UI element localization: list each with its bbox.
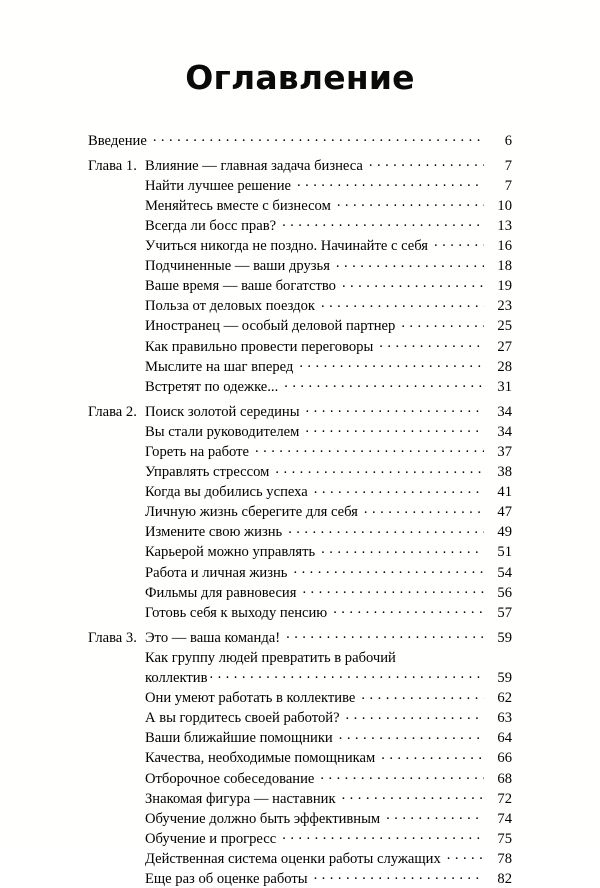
- chapter-label: Глава 1.: [88, 157, 137, 174]
- toc-frontmatter-title: Введение: [88, 132, 147, 149]
- toc-entry-row[interactable]: [88, 748, 512, 768]
- page-number: 38: [497, 464, 512, 481]
- leader-dots: [302, 582, 484, 597]
- leader-dots: [337, 195, 484, 210]
- toc-entry-row[interactable]: [88, 562, 512, 582]
- toc-entry-title: Как правильно провести переговоры: [145, 338, 374, 355]
- toc-entry-title: Знакомая фигура — наставник: [145, 790, 336, 807]
- toc-entry-row[interactable]: [88, 868, 512, 888]
- leader-dots: [282, 215, 484, 230]
- toc-entry-title: Ваше время — ваше богатство: [145, 278, 336, 295]
- page-number: 72: [497, 790, 512, 807]
- toc-entry-row[interactable]: [88, 647, 512, 667]
- page-number: 10: [497, 197, 512, 214]
- page-number: 28: [497, 358, 512, 375]
- leader-dots: [314, 868, 484, 883]
- page-number: 82: [497, 870, 512, 887]
- toc-entry-title: Обучение и прогресс: [145, 830, 277, 847]
- leader-dots: [282, 828, 484, 843]
- leader-dots: [299, 356, 484, 371]
- toc-entry-row[interactable]: [88, 462, 512, 482]
- toc-entry-title: Личную жизнь сберегите для себя: [145, 504, 358, 521]
- toc-entry-row[interactable]: [88, 542, 512, 562]
- leader-dots: [153, 130, 484, 145]
- leader-dots: [339, 728, 484, 743]
- toc-entry-title: Польза от деловых поездок: [145, 298, 315, 315]
- toc-entry-row[interactable]: [88, 235, 512, 255]
- leader-dots: [275, 462, 484, 477]
- page-number: 64: [497, 730, 512, 747]
- toc-entry-title: А вы гордитесь своей работой?: [145, 710, 340, 727]
- page-number: 18: [497, 258, 512, 275]
- leader-dots: [386, 808, 484, 823]
- page-number: 59: [497, 670, 512, 687]
- toc-entry-title: Они умеют работать в коллективе: [145, 690, 356, 707]
- toc-entry-row[interactable]: [88, 768, 512, 788]
- toc-entry-row[interactable]: [88, 195, 512, 215]
- table-of-contents: [88, 130, 512, 888]
- toc-entry-row[interactable]: [88, 276, 512, 296]
- page-number: 31: [497, 378, 512, 395]
- page-number: 34: [497, 423, 512, 440]
- page-title: Оглавление: [185, 58, 415, 97]
- toc-entry-row[interactable]: [88, 502, 512, 522]
- leader-dots: [306, 401, 484, 416]
- page-number: 57: [497, 604, 512, 621]
- toc-entry-title: Как группу людей превратить в рабочий: [145, 649, 396, 666]
- leader-dots: [346, 708, 484, 723]
- toc-chapter-title: Это — ваша команда!: [145, 629, 281, 646]
- toc-entry-row[interactable]: [88, 602, 512, 622]
- toc-entry-title: Вы стали руководителем: [145, 423, 300, 440]
- page-number: 62: [497, 690, 512, 707]
- toc-entry-row[interactable]: [88, 376, 512, 396]
- toc-entry-row[interactable]: [88, 482, 512, 502]
- toc-entry-title: Мыслите на шаг вперед: [145, 358, 294, 375]
- leader-dots: [321, 542, 484, 557]
- toc-entry-title: Ваши ближайшие помощники: [145, 730, 333, 747]
- page-number: 75: [497, 830, 512, 847]
- page-number: 23: [497, 298, 512, 315]
- toc-entry-title-continued: коллектив: [145, 670, 208, 687]
- toc-entry-title: Меняйтесь вместе с бизнесом: [145, 197, 331, 214]
- toc-entry-title: Всегда ли босс прав?: [145, 217, 277, 234]
- toc-entry-title: Еще раз об оценке работы: [145, 870, 308, 887]
- toc-chapter-title: Поиск золотой середины: [145, 403, 300, 420]
- toc-frontmatter-row[interactable]: [88, 130, 512, 150]
- toc-entry-title: Найти лучшее решение: [145, 177, 292, 194]
- leader-dots: [320, 768, 484, 783]
- toc-entry-row[interactable]: [88, 582, 512, 602]
- leader-dots: [284, 376, 484, 391]
- leader-dots: [255, 441, 484, 456]
- page-number: 49: [497, 524, 512, 541]
- leader-dots: [209, 667, 484, 682]
- page-number: 56: [497, 584, 512, 601]
- page-number: 27: [497, 338, 512, 355]
- toc-entry-title: Качества, необходимые помощникам: [145, 750, 376, 767]
- leader-dots: [447, 848, 484, 863]
- toc-entry-title: Готовь себя к выходу пенсию: [145, 604, 328, 621]
- toc-entry-title: Измените свою жизнь: [145, 524, 283, 541]
- toc-entry-row[interactable]: [88, 336, 512, 356]
- toc-entry-title: Встретят по одежке...: [145, 378, 279, 395]
- leader-dots: [369, 155, 484, 170]
- toc-chapter-row[interactable]: [88, 155, 512, 175]
- page-number: 6: [504, 132, 512, 149]
- toc-entry-title: Работа и личная жизнь: [145, 564, 288, 581]
- toc-entry-title: Отборочное собеседование: [145, 770, 315, 787]
- leader-dots: [297, 175, 484, 190]
- toc-chapter-title: Влияние — главная задача бизнеса: [145, 157, 363, 174]
- page-number: 68: [497, 770, 512, 787]
- toc-chapter-row[interactable]: [88, 401, 512, 421]
- page-number: 7: [504, 177, 512, 194]
- toc-entry-title: Когда вы добились успеха: [145, 484, 308, 501]
- chapter-label: Глава 3.: [88, 629, 137, 646]
- leader-dots: [342, 276, 484, 291]
- toc-entry-title: Фильмы для равновесия: [145, 584, 297, 601]
- toc-entry-row[interactable]: [88, 788, 512, 808]
- leader-dots: [401, 316, 484, 331]
- toc-entry-row[interactable]: [88, 828, 512, 848]
- toc-entry-row[interactable]: [88, 848, 512, 868]
- toc-entry-title: Подчиненные — ваши друзья: [145, 258, 330, 275]
- leader-dots: [336, 256, 484, 271]
- leader-dots: [305, 421, 484, 436]
- toc-entry-row-continued[interactable]: [88, 667, 512, 687]
- leader-dots: [333, 602, 484, 617]
- toc-entry-row[interactable]: [88, 175, 512, 195]
- toc-entry-title: Действенная система оценки работы служащих: [145, 850, 441, 867]
- toc-entry-title: Иностранец — особый деловой партнер: [145, 318, 396, 335]
- toc-entry-row[interactable]: [88, 215, 512, 235]
- leader-dots: [434, 235, 484, 250]
- page-number: 7: [504, 157, 512, 174]
- page-number: 16: [497, 238, 512, 255]
- page-number: 51: [497, 544, 512, 561]
- page-number: 63: [497, 710, 512, 727]
- page-number: 37: [497, 444, 512, 460]
- leader-dots: [286, 627, 484, 642]
- toc-entry-title: Управлять стрессом: [145, 464, 270, 481]
- toc-entry-title: Карьерой можно управлять: [145, 544, 316, 561]
- toc-entry-row[interactable]: [88, 356, 512, 376]
- page-number: 59: [497, 629, 512, 646]
- page-number: 41: [497, 484, 512, 501]
- page-number: 54: [497, 564, 512, 581]
- leader-dots: [402, 647, 484, 662]
- page-number: 47: [497, 504, 512, 521]
- chapter-label: Глава 2.: [88, 403, 137, 420]
- leader-dots: [321, 296, 484, 311]
- toc-entry-row[interactable]: [88, 688, 512, 708]
- page-number: 66: [497, 750, 512, 767]
- page-number: 19: [497, 278, 512, 295]
- toc-entry-row[interactable]: [88, 256, 512, 276]
- page-number: 34: [497, 403, 512, 420]
- page-number: 25: [497, 318, 512, 335]
- leader-dots: [364, 502, 484, 517]
- toc-entry-row[interactable]: [88, 441, 512, 461]
- toc-chapter-row[interactable]: [88, 627, 512, 647]
- leader-dots: [293, 562, 484, 577]
- leader-dots: [361, 688, 484, 703]
- leader-dots: [288, 522, 484, 537]
- toc-entry-row[interactable]: [88, 708, 512, 728]
- leader-dots: [342, 788, 484, 803]
- toc-entry-title: Гореть на работе: [145, 444, 250, 460]
- toc-entry-row[interactable]: [88, 296, 512, 316]
- toc-entry-row[interactable]: [88, 316, 512, 336]
- leader-dots: [379, 336, 484, 351]
- leader-dots: [381, 748, 484, 763]
- page-number: 74: [497, 810, 512, 827]
- toc-entry-row[interactable]: [88, 421, 512, 441]
- page-number: 13: [497, 217, 512, 234]
- leader-dots: [314, 482, 484, 497]
- toc-entry-title: Обучение должно быть эффективным: [145, 810, 381, 827]
- toc-entry-title: Учиться никогда не поздно. Начинайте с себя: [145, 238, 429, 255]
- page-number: 78: [497, 850, 512, 867]
- toc-entry-row[interactable]: [88, 728, 512, 748]
- toc-entry-row[interactable]: [88, 522, 512, 542]
- toc-entry-row[interactable]: [88, 808, 512, 828]
